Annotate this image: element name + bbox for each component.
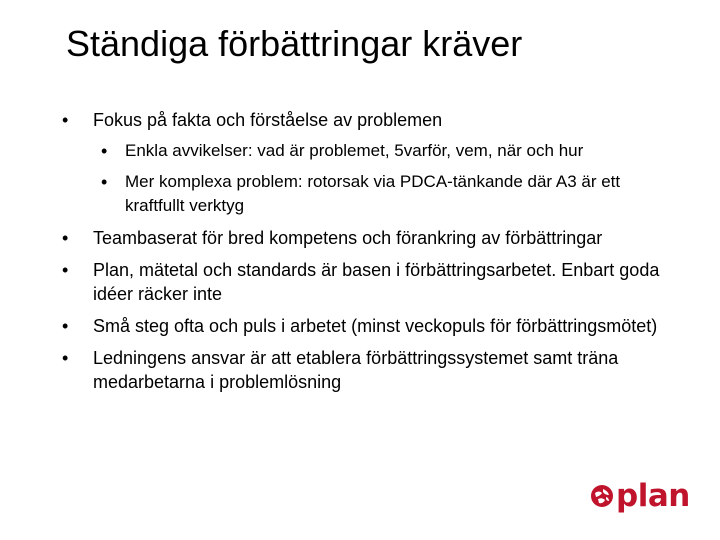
bullet-dot-icon: • [62,348,69,368]
sub-bullet-item [93,139,690,163]
logo-text: plan [616,478,690,514]
bullet-dot-icon: • [62,260,69,280]
sub-bullet-text: Enkla avvikelser: vad är problemet, 5varför, vem, när och hur [125,141,584,160]
bullet-item [0,258,720,306]
bullet-list [0,108,720,402]
bullet-item [0,346,720,394]
slide-title: Ständiga förbättringar kräver [66,23,523,64]
bullet-item [0,108,720,218]
bullet-dot-icon: • [62,228,69,248]
bullet-item [0,314,720,338]
bullet-dot-icon: • [101,172,108,192]
bullet-dot-icon: • [101,141,108,161]
bullet-text: Fokus på fakta och förståelse av problemen [93,110,443,130]
sub-bullet-text: Mer komplexa problem: rotorsak via PDCA-tänkande där A3 är ett kraftfullt verktyg [125,172,621,215]
bullet-dot-icon: • [62,110,69,130]
bullet-item [0,226,720,250]
bullet-text: Små steg ofta och puls i arbetet (minst veckopuls för förbättringsmötet) [93,316,658,336]
bullet-dot-icon: • [62,316,69,336]
globe-logo-icon [590,484,614,508]
bullet-text: Ledningens ansvar är att etablera förbättringssystemet samt träna medarbetarna i problemlösning [93,348,619,392]
bullet-text: Plan, mätetal och standards är basen i förbättringsarbetet. Enbart goda idéer räcker inte [93,260,660,304]
bullet-text: Teambaserat för bred kompetens och förankring av förbättringar [93,228,603,248]
plan-logo [590,480,690,512]
sub-bullet-item [93,170,690,218]
